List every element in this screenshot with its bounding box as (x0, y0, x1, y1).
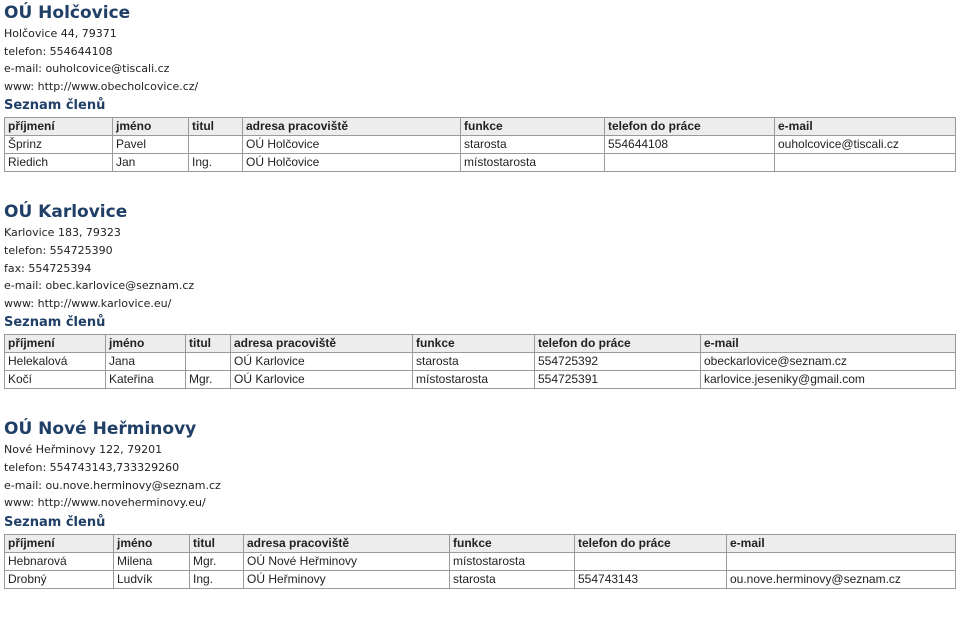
col-header-surname: příjmení (5, 118, 113, 136)
table-header-row (5, 335, 956, 353)
cell-function: starosta (413, 353, 535, 371)
cell-surname: Helekalová (5, 353, 106, 371)
cell-address: OÚ Karlovice (231, 353, 413, 371)
col-header-firstname: jméno (113, 118, 189, 136)
office-phone: telefon: 554725390 (4, 243, 113, 257)
col-header-surname: příjmení (5, 335, 106, 353)
cell-email (727, 552, 956, 570)
members-title: Seznam členů (4, 514, 106, 530)
cell-email (775, 154, 956, 172)
cell-address: OÚ Holčovice (243, 154, 461, 172)
cell-surname: Hebnarová (5, 552, 114, 570)
cell-firstname: Jana (106, 353, 186, 371)
cell-function: místostarosta (461, 154, 605, 172)
cell-title (189, 136, 243, 154)
office-title: OÚ Nové Heřminovy (4, 419, 197, 440)
table-row (5, 353, 956, 371)
table-row (5, 570, 956, 588)
table-row (5, 136, 956, 154)
office-address: Karlovice 183, 79323 (4, 226, 121, 240)
office-section-holcovice (0, 1, 959, 172)
cell-phone: 554725391 (535, 371, 701, 389)
cell-title: Mgr. (186, 371, 231, 389)
cell-phone (605, 154, 775, 172)
cell-function: místostarosta (413, 371, 535, 389)
cell-email: ouholcovice@tiscali.cz (775, 136, 956, 154)
table-header-row (5, 534, 956, 552)
office-title: OÚ Karlovice (4, 202, 128, 223)
cell-surname: Drobný (5, 570, 114, 588)
col-header-function: funkce (450, 534, 575, 552)
office-website: www: http://www.noveherminovy.eu/ (4, 496, 206, 510)
office-section-nove-herminovy (0, 417, 959, 588)
cell-phone: 554725392 (535, 353, 701, 371)
office-address: Nové Heřminovy 122, 79201 (4, 443, 163, 457)
cell-firstname: Pavel (113, 136, 189, 154)
cell-address: OÚ Nové Heřminovy (244, 552, 450, 570)
cell-email: karlovice.jeseniky@gmail.com (701, 371, 956, 389)
col-header-email: e-mail (727, 534, 956, 552)
col-header-title: titul (190, 534, 244, 552)
table-header-row (5, 118, 956, 136)
cell-title (186, 353, 231, 371)
cell-phone (575, 552, 727, 570)
cell-firstname: Ludvík (114, 570, 190, 588)
col-header-function: funkce (413, 335, 535, 353)
col-header-phone: telefon do práce (605, 118, 775, 136)
table-row (5, 154, 956, 172)
cell-email: ou.nove.herminovy@seznam.cz (727, 570, 956, 588)
cell-function: místostarosta (450, 552, 575, 570)
col-header-address: adresa pracoviště (244, 534, 450, 552)
col-header-address: adresa pracoviště (231, 335, 413, 353)
cell-function: starosta (461, 136, 605, 154)
cell-firstname: Kateřina (106, 371, 186, 389)
col-header-title: titul (186, 335, 231, 353)
cell-surname: Kočí (5, 371, 106, 389)
members-title: Seznam členů (4, 315, 106, 331)
col-header-phone: telefon do práce (535, 335, 701, 353)
col-header-email: e-mail (701, 335, 956, 353)
cell-firstname: Jan (113, 154, 189, 172)
col-header-firstname: jméno (106, 335, 186, 353)
table-row (5, 552, 956, 570)
cell-phone: 554644108 (605, 136, 775, 154)
col-header-email: e-mail (775, 118, 956, 136)
members-table (4, 334, 956, 389)
cell-function: starosta (450, 570, 575, 588)
cell-email: obeckarlovice@seznam.cz (701, 353, 956, 371)
office-address: Holčovice 44, 79371 (4, 27, 117, 40)
members-title: Seznam členů (4, 98, 106, 114)
members-table (4, 117, 956, 172)
cell-address: OÚ Karlovice (231, 371, 413, 389)
cell-surname: Šprinz (5, 136, 113, 154)
office-email: e-mail: obec.karlovice@seznam.cz (4, 279, 195, 293)
members-table (4, 534, 956, 589)
col-header-firstname: jméno (114, 534, 190, 552)
cell-surname: Riedich (5, 154, 113, 172)
office-phone: telefon: 554644108 (4, 44, 113, 58)
cell-firstname: Milena (114, 552, 190, 570)
table-row (5, 371, 956, 389)
cell-title: Ing. (189, 154, 243, 172)
col-header-surname: příjmení (5, 534, 114, 552)
col-header-address: adresa pracoviště (243, 118, 461, 136)
office-email: e-mail: ouholcovice@tiscali.cz (4, 62, 170, 76)
office-phone: telefon: 554743143,733329260 (4, 460, 180, 474)
col-header-title: titul (189, 118, 243, 136)
cell-address: OÚ Heřminovy (244, 570, 450, 588)
office-website: www: http://www.karlovice.eu/ (4, 296, 172, 310)
col-header-function: funkce (461, 118, 605, 136)
office-section-karlovice (0, 200, 959, 389)
cell-address: OÚ Holčovice (243, 136, 461, 154)
office-website: www: http://www.obecholcovice.cz/ (4, 79, 199, 93)
col-header-phone: telefon do práce (575, 534, 727, 552)
office-email: e-mail: ou.nove.herminovy@seznam.cz (4, 478, 221, 492)
cell-phone: 554743143 (575, 570, 727, 588)
cell-title: Mgr. (190, 552, 244, 570)
office-title: OÚ Holčovice (4, 3, 131, 23)
office-fax: fax: 554725394 (4, 261, 92, 275)
cell-title: Ing. (190, 570, 244, 588)
